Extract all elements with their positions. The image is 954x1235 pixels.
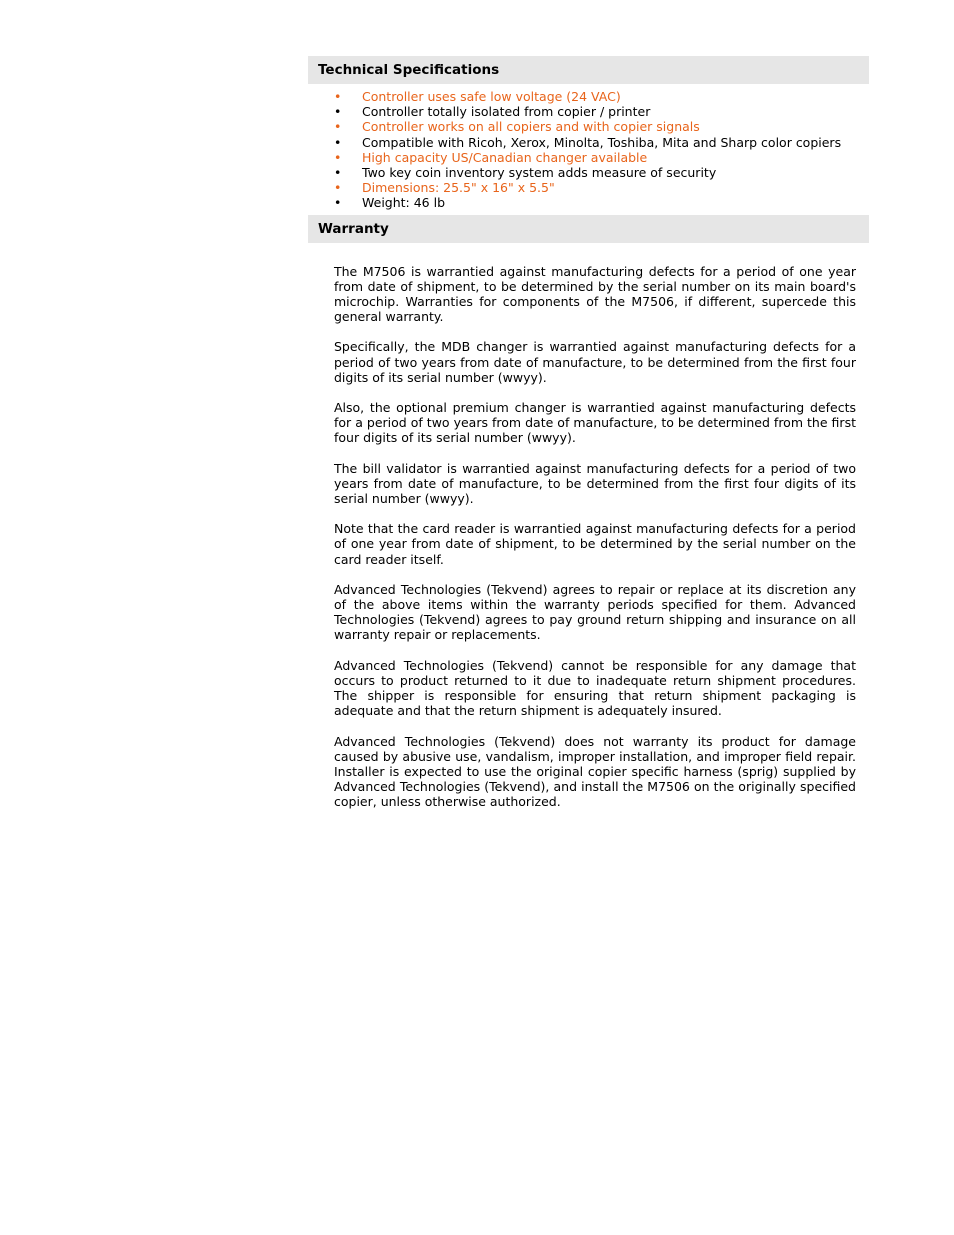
bullet-icon: •: [334, 195, 342, 211]
bullet-icon: •: [334, 180, 342, 196]
tech-specs-header: [308, 56, 869, 84]
spec-item: • High capacity US/Canadian changer available: [334, 149, 648, 165]
document-content: [308, 56, 869, 825]
bullet-icon: •: [334, 134, 342, 150]
warranty-paragraph: Note that the card reader is warrantied against manufacturing defects for a period of one year from date of shipment, to be determined by the serial number on the card reader itself.: [334, 521, 856, 567]
spec-item: • Controller works on all copiers and with copier signals: [334, 119, 700, 135]
warranty-paragraph: Advanced Technologies (Tekvend) does not warranty its product for damage caused by abusive use, vandalism, improper installation, and improper field repair. Installer is expected to use the original copier specific harness (sprig) supplied by Advanced Technologies (Tekvend), and install the M7506 on the originally specified copier, unless otherwise authorized.: [334, 733, 856, 810]
warranty-paragraph: Specifically, the MDB changer is warrantied against manufacturing defects for a period of two years from date of manufacture, to be determined from the first four digits of its serial number (wwyy).: [334, 339, 856, 385]
warranty-paragraph: The M7506 is warrantied against manufacturing defects for a period of one year from date of shipment, to be determined by the serial number on its main board's microchip. Warranties for components of the M7506, if different, supercede this general warranty.: [334, 263, 856, 325]
spec-item: • Two key coin inventory system adds measure of security: [334, 165, 717, 181]
spec-item: • Controller uses safe low voltage (24 VAC): [334, 89, 621, 104]
bullet-icon: •: [334, 119, 342, 135]
warranty-header: [308, 215, 869, 243]
bullet-icon: •: [334, 104, 342, 120]
spec-item: • Compatible with Ricoh, Xerox, Minolta, Toshiba, Mita and Sharp color copiers: [334, 134, 842, 150]
warranty-body: [308, 243, 869, 810]
spec-item: • Controller totally isolated from copier / printer: [334, 104, 651, 120]
bullet-icon: •: [334, 89, 342, 104]
warranty-paragraph: Also, the optional premium changer is warrantied against manufacturing defects for a period of two years from date of manufacture, to be determined from the first four digits of its serial number (wwyy).: [334, 400, 856, 446]
bullet-icon: •: [334, 165, 342, 181]
spec-item: • Weight: 46 lb: [334, 195, 446, 211]
warranty-title: Warranty: [318, 220, 389, 237]
warranty-paragraph: Advanced Technologies (Tekvend) cannot be responsible for any damage that occurs to product returned to it due to inadequate return shipment procedures. The shipper is responsible for ensuring that return shipment packaging is adequate and that the return shipment is adequately insured.: [334, 657, 856, 719]
tech-specs-list: [308, 84, 869, 215]
warranty-paragraph: The bill validator is warrantied against manufacturing defects for a period of two years from date of manufacture, to be determined from the first four digits of its serial number (wwyy).: [334, 460, 856, 507]
spec-item: • Dimensions: 25.5" x 16" x 5.5": [334, 180, 555, 196]
warranty-paragraph: Advanced Technologies (Tekvend) agrees to repair or replace at its discretion any of the above items within the warranty periods specified for them. Advanced Technologies (Tekvend) agrees to pay ground return shipping and insurance on all warranty repair or replacements.: [334, 581, 856, 643]
bullet-icon: •: [334, 149, 342, 165]
tech-specs-title: Technical Specifications: [318, 62, 500, 78]
